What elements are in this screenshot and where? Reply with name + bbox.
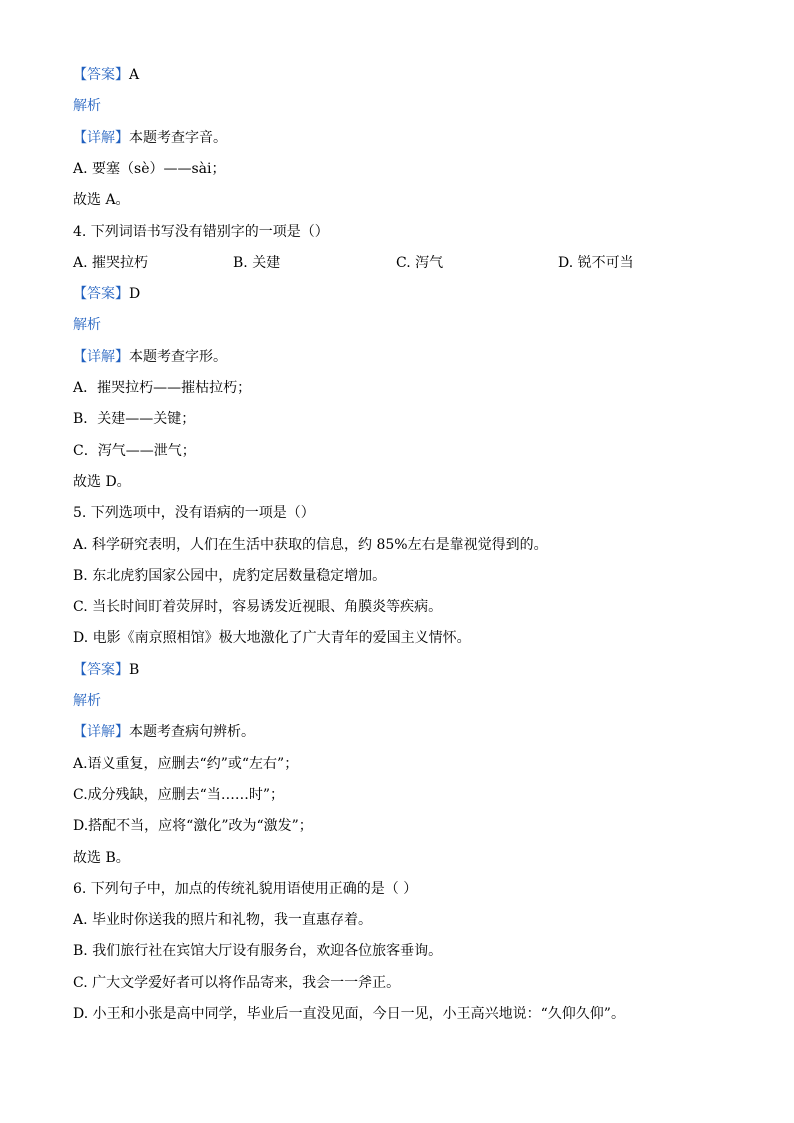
option-c: C. 泻气 — [396, 255, 444, 271]
section-label: 解析 — [73, 317, 101, 333]
analysis-label — [73, 692, 101, 710]
question-6: 6. 下列句子中，加点的传统礼貌用语使用正确的是（ ） — [73, 881, 418, 897]
option-line: C. 广大文学爱好者可以将作品寄来，我会一一斧正。 — [73, 975, 401, 991]
section-label: 【详解】 — [73, 724, 129, 740]
conclusion-line: 故选 D。 — [73, 474, 131, 490]
option-line: B. 我们旅行社在宾馆大厅设有服务台，欢迎各位旅客垂询。 — [73, 943, 443, 959]
section-label: 【答案】 — [73, 286, 129, 302]
conclusion-line: 故选 B。 — [73, 850, 130, 866]
section-label: 【详解】 — [73, 130, 129, 146]
line-text: D — [129, 286, 141, 302]
section-label: 解析 — [73, 693, 101, 709]
explanation-line: A. 要塞（sè）——sài； — [73, 161, 226, 177]
line-text: A — [129, 67, 140, 83]
option-line: B. 东北虎豹国家公园中，虎豹定居数量稳定增加。 — [73, 568, 387, 584]
option-line: D. 电影《南京照相馆》极大地激化了广大青年的爱国主义情怀。 — [73, 630, 471, 646]
detail-label — [73, 723, 255, 741]
analysis-label — [73, 316, 101, 334]
option-line: A. 毕业时你送我的照片和礼物，我一直惠存着。 — [73, 912, 373, 928]
detail-label — [73, 129, 227, 147]
line-text: 本题考查字形。 — [129, 349, 227, 365]
analysis-label — [73, 97, 101, 115]
option-d: D. 锐不可当 — [558, 255, 634, 271]
option-line: C. 当长时间盯着荧屏时，容易诱发近视眼、角膜炎等疾病。 — [73, 599, 443, 615]
option-line: D. 小王和小张是高中同学，毕业后一直没见面，今日一见，小王高兴地说：“久仰久仰”。 — [73, 1006, 625, 1022]
question-5: 5. 下列选项中，没有语病的一项是（） — [73, 505, 315, 521]
answer-label — [73, 661, 139, 679]
explanation-line: A．摧哭拉朽——摧枯拉朽； — [73, 380, 252, 396]
answer-label — [73, 285, 140, 303]
explanation-line: C．泻气——泄气； — [73, 443, 196, 459]
explanation-line: D.搭配不当，应将“激化”改为“激发”； — [73, 818, 313, 834]
option-b: B. 关建 — [233, 255, 281, 271]
section-label: 【详解】 — [73, 349, 129, 365]
section-label: 解析 — [73, 98, 101, 114]
option-a: A. 摧哭拉朽 — [73, 255, 149, 271]
explanation-line: B．关建——关键； — [73, 411, 196, 427]
detail-label — [73, 348, 227, 366]
explanation-line: A.语义重复，应删去“约”或“左右”； — [73, 756, 299, 772]
line-text: 本题考查病句辨析。 — [129, 724, 255, 740]
answer-label — [73, 66, 139, 84]
line-text: B — [129, 662, 140, 678]
option-line: A. 科学研究表明，人们在生活中获取的信息，约 85%左右是靠视觉得到的。 — [73, 537, 548, 553]
section-label: 【答案】 — [73, 662, 129, 678]
line-text: 本题考查字音。 — [129, 130, 227, 146]
explanation-line: C.成分残缺，应删去“当……时”； — [73, 787, 284, 803]
conclusion-line: 故选 A。 — [73, 192, 130, 208]
section-label: 【答案】 — [73, 67, 129, 83]
question-4: 4. 下列词语书写没有错别字的一项是（） — [73, 224, 329, 240]
